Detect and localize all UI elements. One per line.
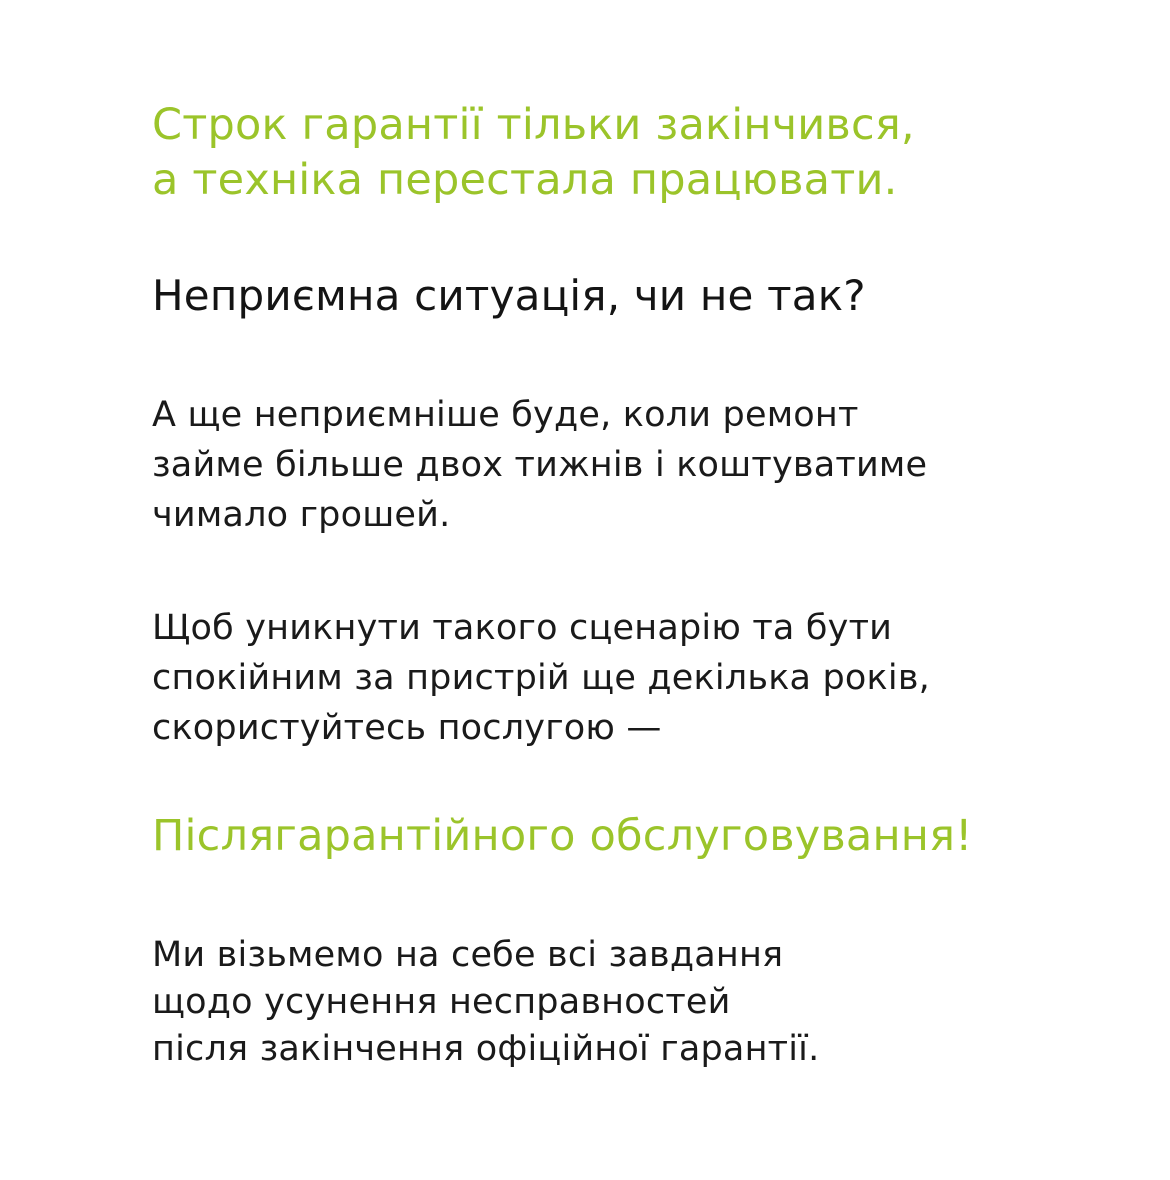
headline <box>152 98 915 208</box>
paragraph-line: Щоб уникнути такого сценарію та бути <box>152 608 893 648</box>
paragraph-service-description <box>152 932 819 1073</box>
paragraph-line: скористуйтесь послугою — <box>152 708 662 748</box>
paragraph-repair-cost <box>152 390 927 540</box>
paragraph-line: займе більше двох тижнів і коштуватиме <box>152 445 928 485</box>
question-heading <box>152 268 866 324</box>
paragraph-line: щодо усунення несправностей <box>152 982 731 1022</box>
paragraph-line: після закінчення офіційної гарантії. <box>152 1029 820 1069</box>
headline-line: а техніка перестала працювати. <box>152 155 898 205</box>
paragraph-line: А ще неприємніше буде, коли ремонт <box>152 395 859 435</box>
paragraph-line: чимало грошей. <box>152 495 451 535</box>
question-text: Неприємна ситуація, чи не так? <box>152 271 866 320</box>
paragraph-line: Ми візьмемо на себе всі завдання <box>152 935 784 975</box>
paragraph-avoid-scenario <box>152 603 930 753</box>
headline-line: Строк гарантії тільки закінчився, <box>152 100 915 150</box>
service-name-heading <box>152 806 973 866</box>
paragraph-line: спокійним за пристрій ще декілька років, <box>152 658 930 698</box>
service-name-text: Післягарантійного обслуговування! <box>152 811 973 861</box>
